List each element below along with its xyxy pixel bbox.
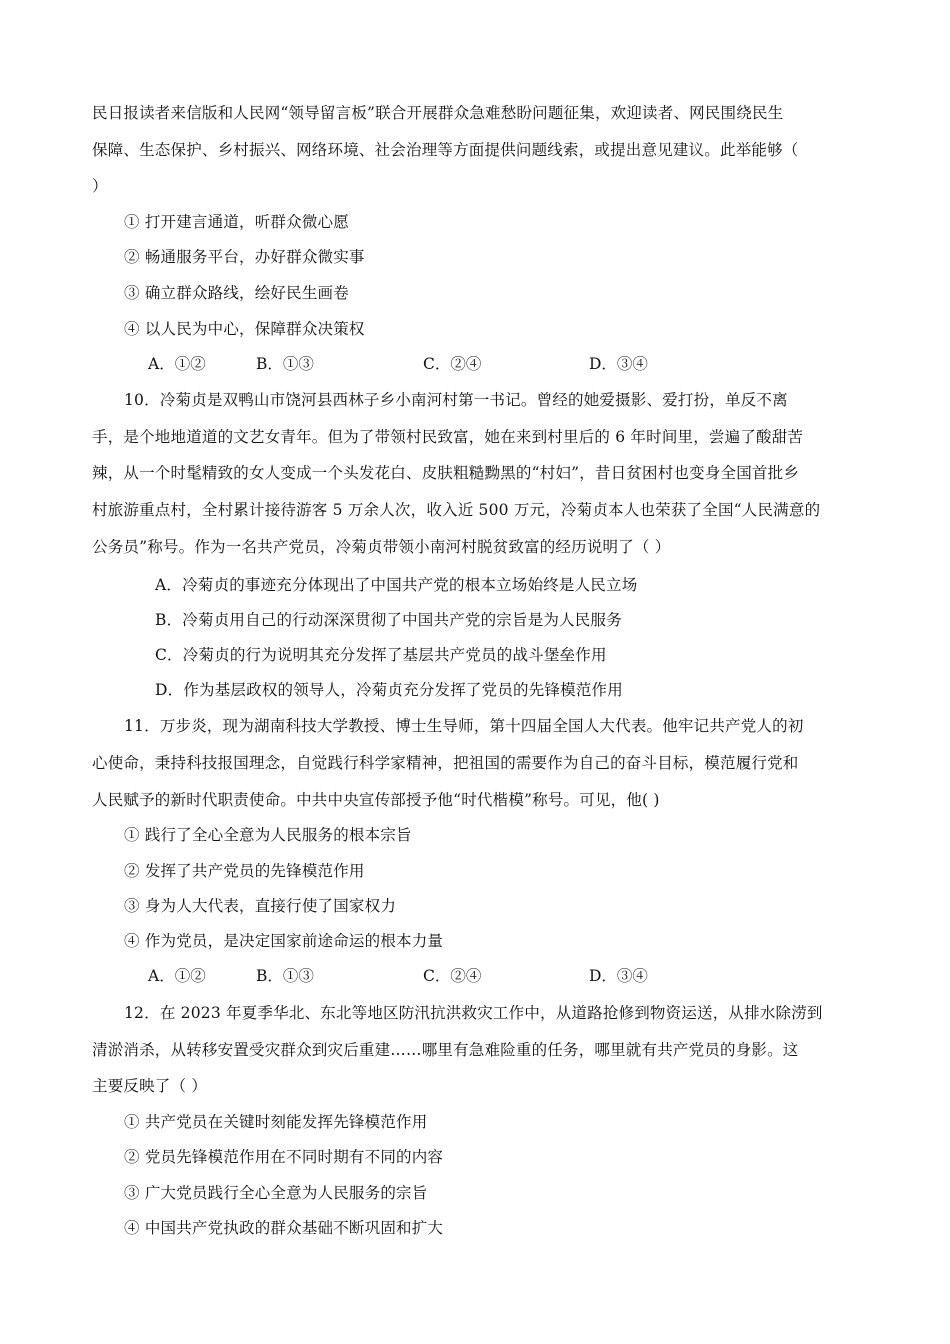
- question-10-option-a[interactable]: A．冷菊贞的事迹充分体现出了中国共产党的根本立场始终是人民立场: [155, 576, 638, 594]
- question-9-text-line: 保障、生态保护、乡村振兴、网络环境、社会治理等方面提供问题线索，或提出意见建议。此举能够（: [92, 141, 799, 159]
- question-12-statement: ① 共产党员在关键时刻能发挥先锋模范作用: [124, 1113, 428, 1131]
- question-11-text-line: 人民赋予的新时代职责使命。中共中央宣传部授予他“时代楷模”称号。可见，他( ): [92, 791, 660, 809]
- question-11-text-line: 心使命，秉持科技报国理念，自觉践行科学家精神，把祖国的需要作为自己的奋斗目标，模范履行党和: [92, 754, 799, 772]
- option-c[interactable]: C．②④: [423, 967, 482, 985]
- question-9-options: [0, 354, 950, 374]
- question-12-text-line: 主要反映了（ ）: [92, 1077, 208, 1095]
- question-11-text-line: 11．万步炎，现为湖南科技大学教授、博士生导师，第十四届全国人大代表。他牢记共产党人的初: [124, 717, 804, 735]
- question-11-statement: ① 践行了全心全意为人民服务的根本宗旨: [124, 826, 412, 844]
- question-10-option-c[interactable]: C．冷菊贞的行为说明其充分发挥了基层共产党员的战斗堡垒作用: [155, 646, 607, 664]
- question-12-statement: ② 党员先锋模范作用在不同时期有不同的内容: [124, 1148, 444, 1166]
- question-10-text-line: 10．冷菊贞是双鸭山市饶河县西林子乡小南河村第一书记。曾经的她爱摄影、爱打扮，单反不离: [124, 391, 788, 409]
- question-11-statement: ③ 身为人大代表，直接行使了国家权力: [124, 897, 397, 915]
- question-9-text-line: 民日报读者来信版和人民网“领导留言板”联合开展群众急难愁盼问题征集，欢迎读者、网民围绕民生: [92, 104, 784, 122]
- question-12-text-line: 清淤消杀，从转移安置受灾群众到灾后重建……哪里有急难险重的任务，哪里就有共产党员的身影。这: [92, 1041, 799, 1059]
- option-b[interactable]: B．①③: [256, 355, 314, 373]
- question-11-statement: ② 发挥了共产党员的先锋模范作用: [124, 862, 365, 880]
- option-b[interactable]: B．①③: [256, 967, 314, 985]
- option-c[interactable]: C．②④: [423, 355, 482, 373]
- question-12-text-line: 12．在 2023 年夏季华北、东北等地区防汛抗洪救灾工作中，从道路抢修到物资运送，从排水除涝到: [124, 1004, 823, 1022]
- option-a[interactable]: A．①②: [148, 967, 206, 985]
- option-a[interactable]: A．①②: [148, 355, 206, 373]
- question-9-statement: ① 打开建言通道，听群众微心愿: [124, 213, 349, 231]
- question-10-text-line: 辣，从一个时髦精致的女人变成一个头发花白、皮肤粗糙黝黑的“村妇”，昔日贫困村也变身全国首批乡: [92, 464, 800, 482]
- question-10-text-line: 公务员”称号。作为一名共产党员，冷菊贞带领小南河村脱贫致富的经历说明了（ ）: [92, 538, 671, 556]
- question-12-statement: ③ 广大党员践行全心全意为人民服务的宗旨: [124, 1184, 428, 1202]
- question-12-statement: ④ 中国共产党执政的群众基础不断巩固和扩大: [124, 1219, 444, 1237]
- question-9-statement: ② 畅通服务平台，办好群众微实事: [124, 248, 365, 266]
- option-d[interactable]: D．③④: [589, 355, 648, 373]
- question-11-statement: ④ 作为党员，是决定国家前途命运的根本力量: [124, 932, 444, 950]
- question-10-option-b[interactable]: B．冷菊贞用自己的行动深深贯彻了中国共产党的宗旨是为人民服务: [155, 611, 622, 629]
- question-11-options: [0, 966, 950, 986]
- question-10-option-d[interactable]: D．作为基层政权的领导人，冷菊贞充分发挥了党员的先锋模范作用: [155, 681, 623, 699]
- question-9-text-line: ）: [92, 177, 108, 195]
- question-10-text-line: 手，是个地地道道的文艺女青年。但为了带领村民致富，她在来到村里后的 6 年时间里，尝遍了酸甜苦: [92, 428, 804, 446]
- question-9-statement: ③ 确立群众路线，绘好民生画卷: [124, 284, 349, 302]
- question-9-statement: ④ 以人民为中心，保障群众决策权: [124, 320, 365, 338]
- question-10-text-line: 村旅游重点村，全村累计接待游客 5 万余人次，收入近 500 万元，冷菊贞本人也荣获了全国“人民满意的: [92, 501, 821, 519]
- option-d[interactable]: D．③④: [589, 967, 648, 985]
